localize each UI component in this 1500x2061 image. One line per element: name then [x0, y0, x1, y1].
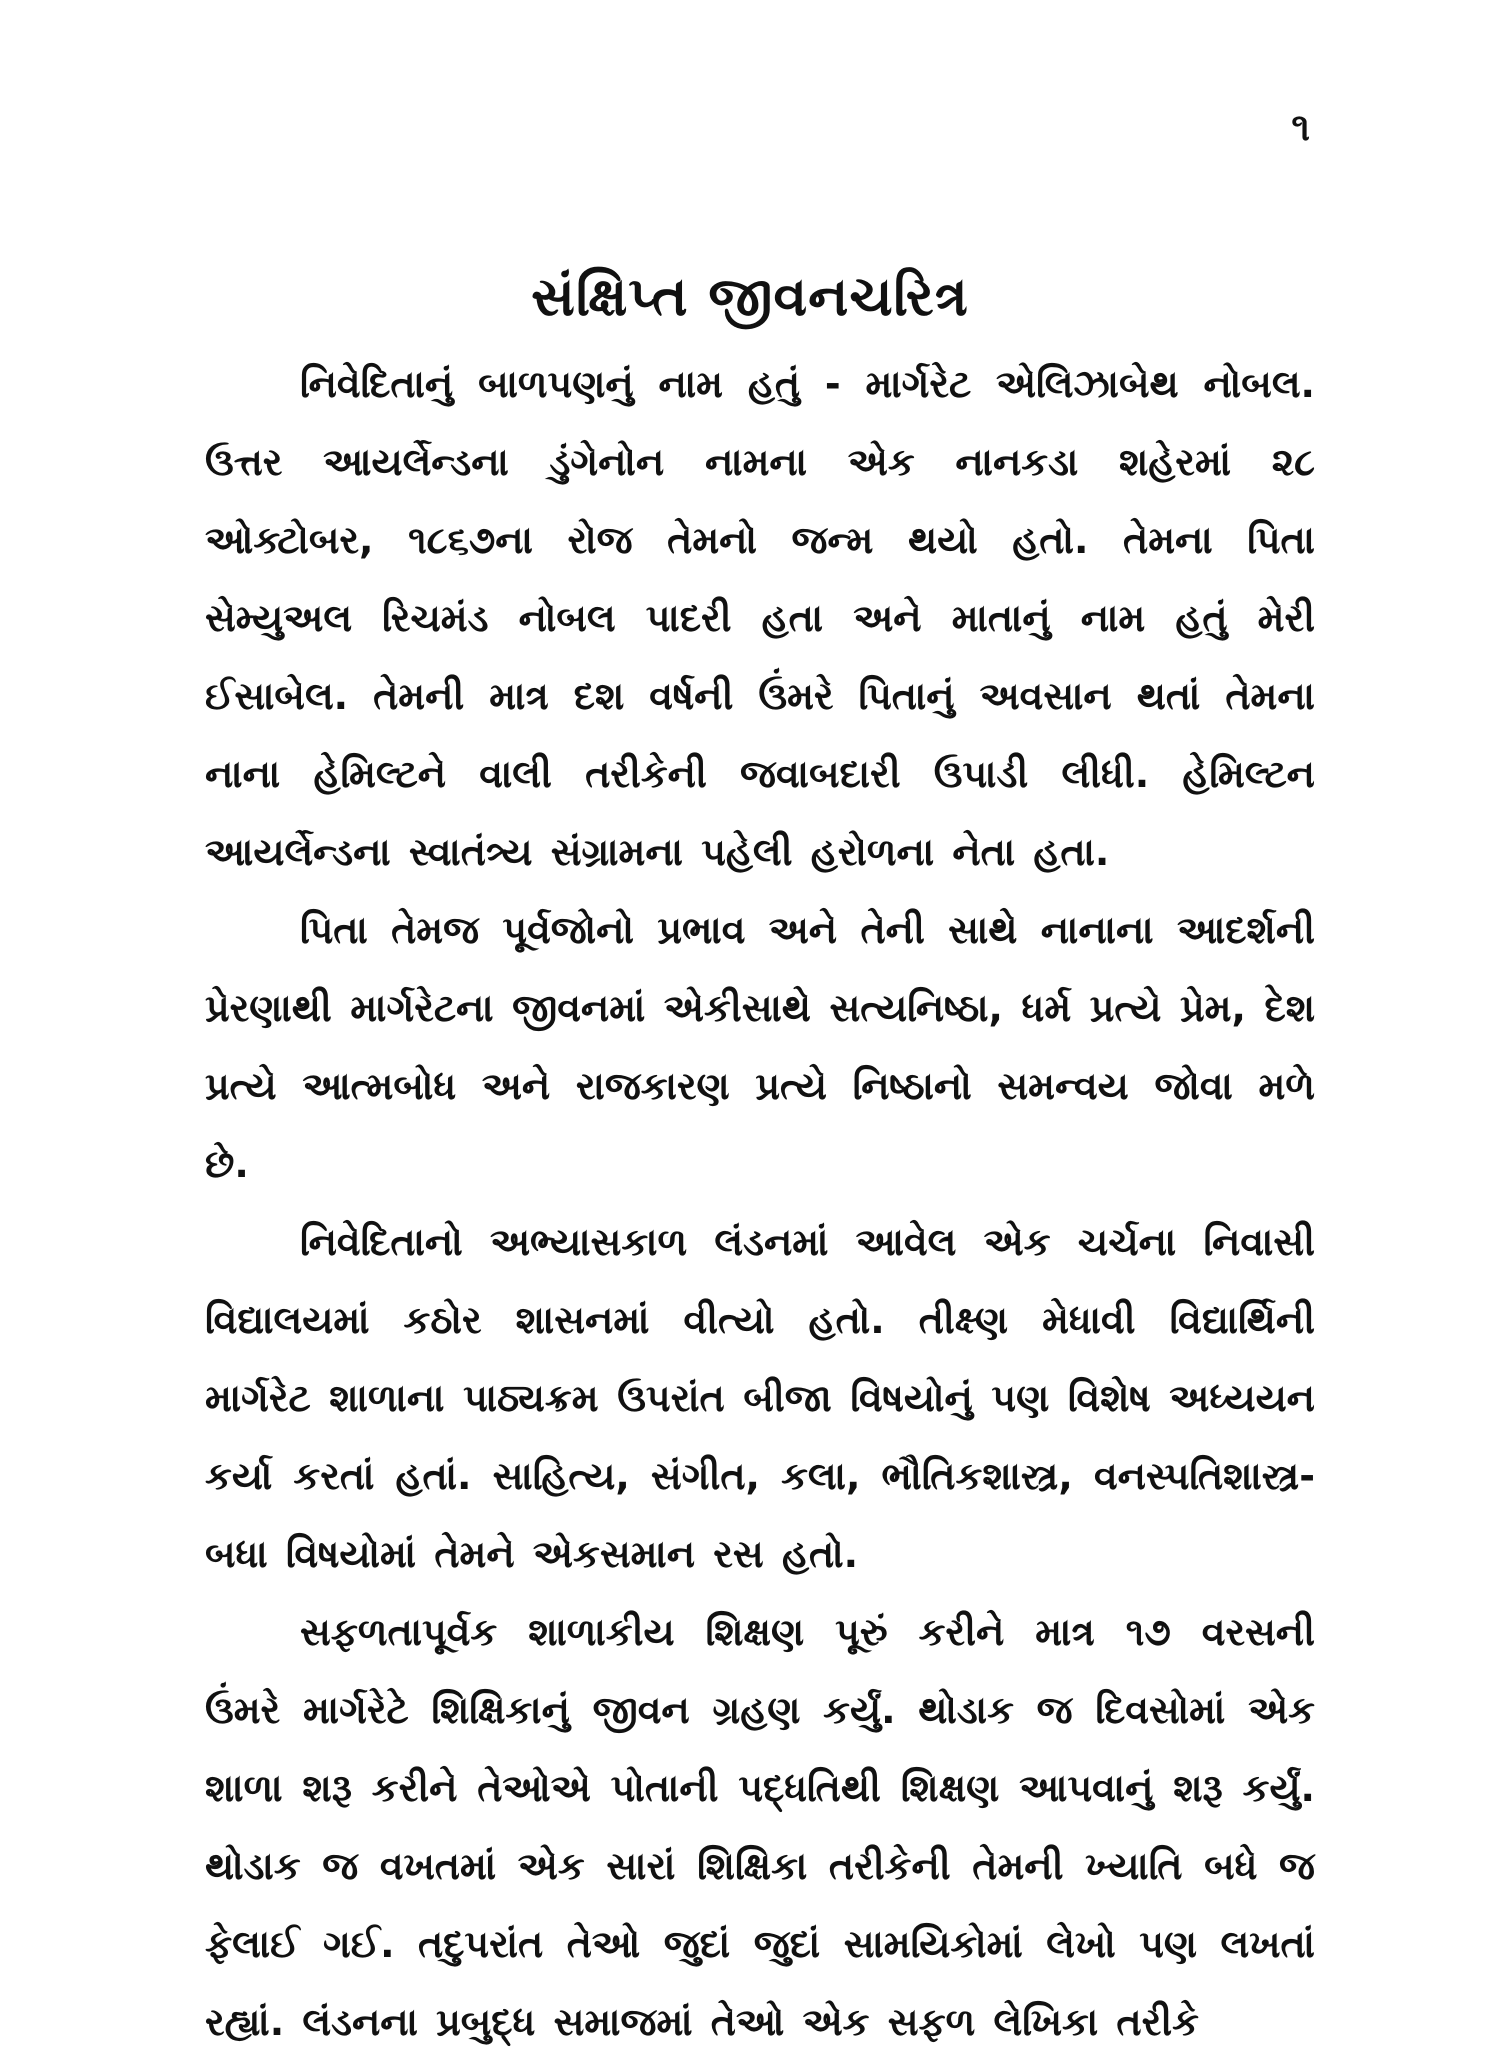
paragraph-3: નિવેદિતાનો અભ્યાસકાળ લંડનમાં આવેલ એક ચર્ચના નિવાસી વિદ્યાલયમાં કઠોર શાસનમાં વીત્યો હતો. તીક્ષ્ણ મેધાવી વિદ્યાર્થિની માર્ગરેટ શાળાના પાઠ્યક્રમ ઉપરાંત બીજા વિષયોનું પણ વિશેષ અધ્યયન કર્યા કરતાં હતાં. સાહિત્ય, સંગીત, કલા, ભૌતિકશાસ્ત્ર, વનસ્પતિશાસ્ત્ર-બધા વિષયોમાં તેમને એકસમાન રસ હતો. — [205, 1220, 1315, 1576]
paragraph-2: પિતા તેમજ પૂર્વજોનો પ્રભાવ અને તેની સાથે નાનાના આદર્શની પ્રેરણાથી માર્ગરેટના જીવનમાં એકીસાથે સત્યનિષ્ઠા, ધર્મ પ્રત્યે પ્રેમ, દેશ પ્રત્યે આત્મબોધ અને રાજકારણ પ્રત્યે નિષ્ઠાનો સમન્વય જોવા મળે છે. — [205, 908, 1315, 1186]
page-number: ૧ — [1291, 105, 1310, 149]
body-text — [205, 345, 1315, 2061]
paragraph-4: સફળતાપૂર્વક શાળાકીય શિક્ષણ પૂરું કરીને માત્ર ૧૭ વરસની ઉંમરે માર્ગરેટે શિક્ષિકાનું જીવન ગ્રહણ કર્યું. થોડાક જ દિવસોમાં એક શાળા શરૂ કરીને તેઓએ પોતાની પદ્ધતિથી શિક્ષણ આપવાનું શરૂ કર્યું. થોડાક જ વખતમાં એક સારાં શિક્ષિકા તરીકેની તેમની ખ્યાતિ બધે જ ફેલાઈ ગઈ. તદુપરાંત તેઓ જુદાં જુદાં સામયિકોમાં લેખો પણ લખતાં રહ્યાં. લંડનના પ્રબુદ્ધ સમાજમાં તેઓ એક સફળ લેખિકા તરીકે — [205, 1610, 1315, 2044]
paragraph-1: નિવેદિતાનું બાળપણનું નામ હતું - માર્ગરેટ એલિઝાબેથ નોબલ. ઉત્તર આયર્લેન્ડના ડુંગેનોન નામના એક નાનકડા શહેરમાં ૨૮ ઓક્ટોબર, ૧૮૬૭ના રોજ તેમનો જન્મ થયો હતો. તેમના પિતા સેમ્યુઅલ રિચમંડ નોબલ પાદરી હતા અને માતાનું નામ હતું મેરી ઈસાબેલ. તેમની માત્ર દશ વર્ષની ઉંમરે પિતાનું અવસાન થતાં તેમના નાના હેમિલ્ટને વાલી તરીકેની જવાબદારી ઉપાડી લીધી. હેમિલ્ટન આયર્લેન્ડના સ્વાતંત્ર્ય સંગ્રામના પહેલી હરોળના નેતા હતા. — [205, 362, 1315, 874]
chapter-title: સંક્ષિપ્ત જીવનચરિત્ર — [531, 265, 969, 328]
